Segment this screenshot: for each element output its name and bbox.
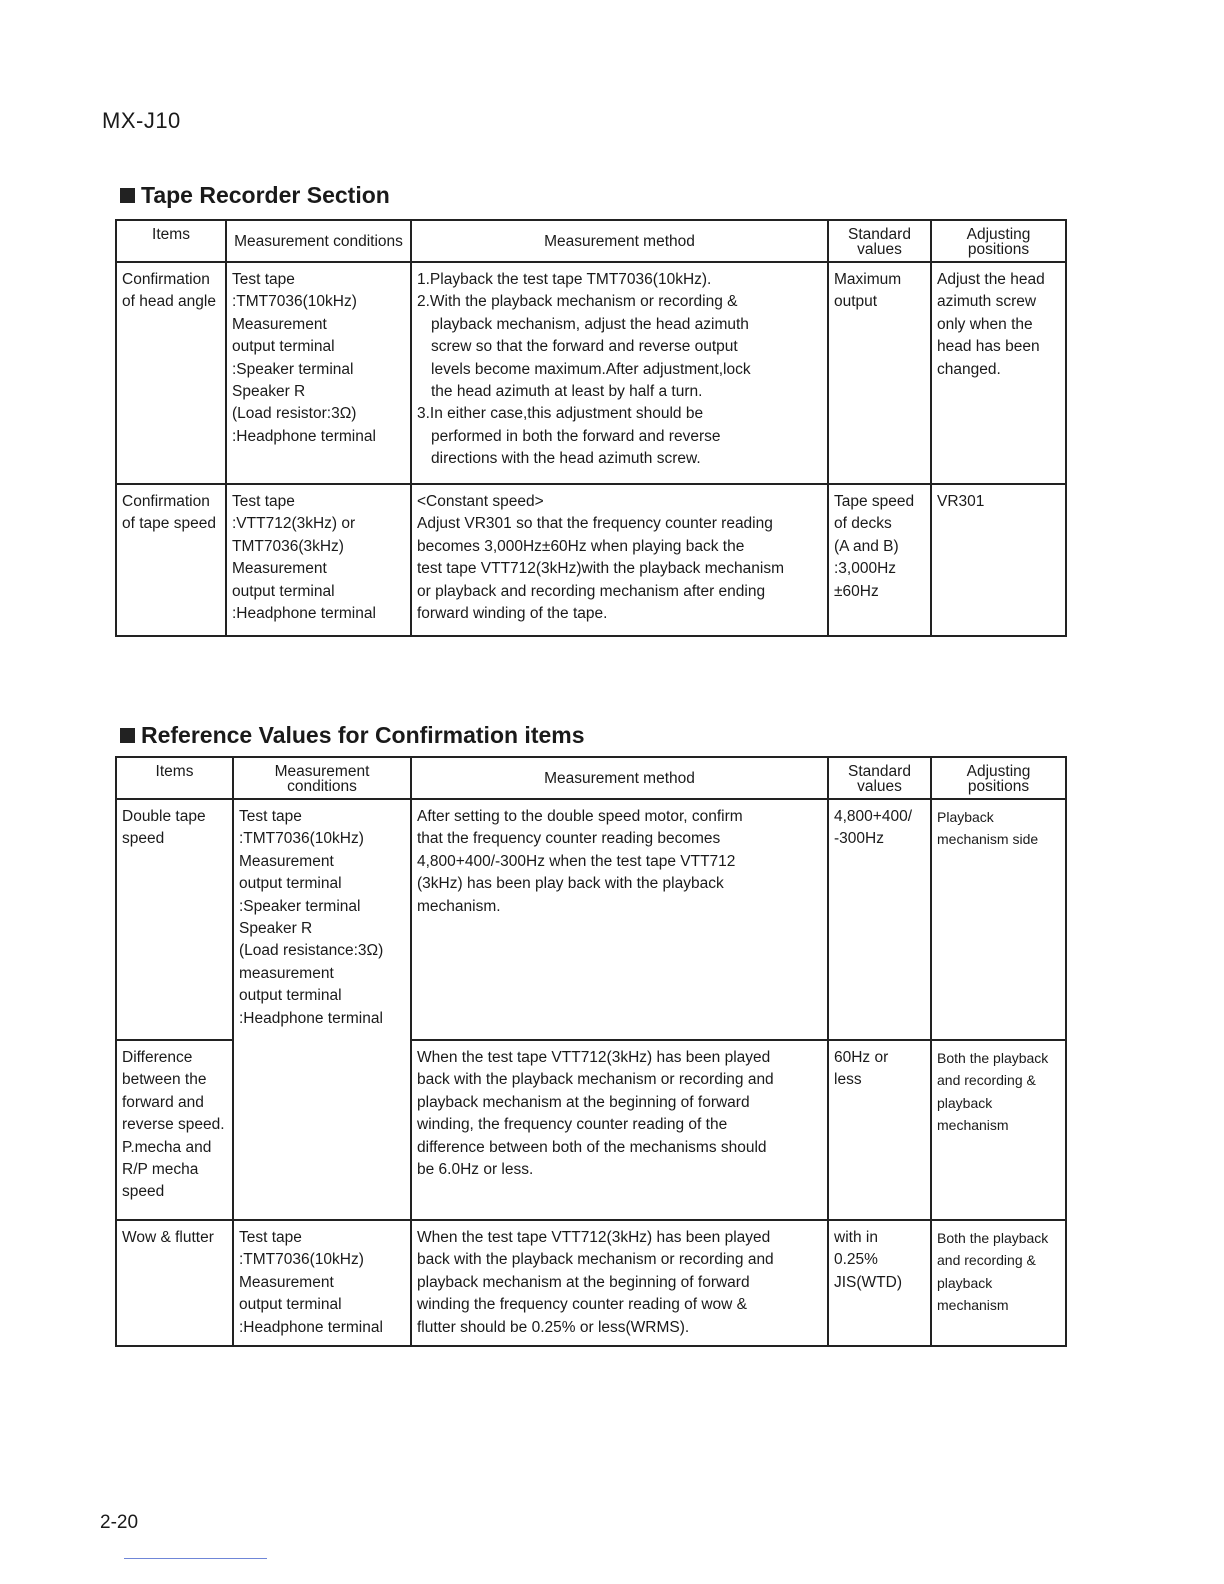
cell-line: -300Hz — [834, 830, 884, 848]
header-standard: Standard values — [828, 220, 931, 262]
cell-line: Playback — [937, 809, 994, 825]
square-bullet-icon — [120, 188, 135, 203]
cell-line: P.mecha and — [122, 1138, 212, 1156]
cell-line: winding, the frequency counter reading of the — [417, 1116, 728, 1134]
cell-line: output terminal — [239, 875, 342, 893]
cell-line: playback — [937, 1094, 993, 1111]
cell-line: When the test tape VTT712(3kHz) has been played — [417, 1229, 771, 1246]
cell-line: <Constant speed> — [417, 493, 544, 510]
cell-line: screw so that the forward and reverse output — [431, 338, 738, 356]
cell-line: mechanism. — [417, 897, 501, 915]
header-items: Items — [116, 757, 233, 799]
cell-line: ±60Hz — [834, 582, 879, 600]
adjusting-cell — [931, 484, 1066, 636]
cell-line: Measurement — [232, 560, 327, 578]
section-title-text: Tape Recorder Section — [141, 182, 390, 208]
header-standard: Standard values — [828, 757, 931, 799]
cell-line: Adjust VR301 so that the frequency counter reading — [417, 515, 773, 533]
cell-line: output terminal — [239, 1296, 342, 1314]
method-cell — [411, 1220, 828, 1346]
cell-line: becomes 3,000Hz±60Hz when playing back the — [417, 537, 745, 555]
cell-line: and recording & — [937, 1252, 1036, 1269]
cell-line: directions with the head azimuth screw. — [431, 450, 701, 468]
cell-line: Measurement — [232, 315, 327, 333]
cell-line: 3.In either case,this adjustment should be — [417, 405, 704, 423]
cell-line: (A and B) — [834, 537, 899, 555]
cell-line: Speaker R — [232, 383, 306, 401]
cell-line: output terminal — [232, 338, 335, 356]
cell-line: :VTT712(3kHz) or — [232, 515, 356, 533]
cell-line: winding the frequency counter reading of wow & — [417, 1296, 748, 1314]
table-row — [116, 484, 1066, 636]
standard-cell — [828, 484, 931, 636]
cell-line: Test tape — [232, 493, 295, 510]
cell-line: performed in both the forward and reverse — [431, 427, 721, 445]
item-cell — [116, 1220, 233, 1346]
cell-line: forward and — [122, 1093, 204, 1111]
square-bullet-icon — [120, 728, 135, 743]
cell-line: and recording & — [937, 1072, 1036, 1089]
cell-line: Double tape — [122, 808, 206, 825]
page-number: 2-20 — [100, 1512, 139, 1533]
cell-line: forward winding of the tape. — [417, 605, 608, 623]
method-cell — [411, 1040, 828, 1220]
cell-line: between the — [122, 1071, 207, 1089]
cell-line: speed — [122, 1183, 165, 1201]
cell-line: Test tape — [232, 271, 295, 288]
cell-line: 4,800+400/ — [834, 808, 913, 825]
standard-cell — [828, 1220, 931, 1346]
section-title-reference-values — [120, 722, 585, 749]
cell-line: R/P mecha — [122, 1161, 199, 1179]
adjusting-cell — [931, 1040, 1066, 1220]
table-header-row — [116, 757, 1066, 799]
item-cell — [116, 262, 226, 484]
cell-line: or playback and recording mechanism after ending — [417, 582, 766, 600]
cell-line: Confirmation — [122, 271, 210, 288]
cell-line: :3,000Hz — [834, 560, 897, 578]
method-cell — [411, 484, 828, 636]
table-row — [116, 262, 1066, 484]
cell-line: :Speaker terminal — [232, 360, 354, 378]
cell-line: changed. — [937, 360, 1001, 378]
cell-line: test tape VTT712(3kHz)with the playback mechanism — [417, 560, 784, 578]
cell-line: playback mechanism, adjust the head azimuth — [431, 315, 749, 333]
conditions-cell — [233, 1220, 411, 1346]
reference-values-table — [115, 756, 1067, 1347]
tape-recorder-table — [115, 219, 1067, 637]
method-cell — [411, 262, 828, 484]
cell-line: After setting to the double speed motor, confirm — [417, 808, 743, 825]
cell-line: mechanism side — [937, 831, 1039, 848]
cell-line: Both the playback — [937, 1050, 1049, 1066]
cell-line: :TMT7036(10kHz) — [232, 293, 357, 311]
cell-line: 0.25% — [834, 1251, 878, 1269]
table-row — [116, 1220, 1066, 1346]
cell-line: Speaker R — [239, 920, 313, 938]
cell-line: with in — [834, 1229, 878, 1246]
cell-line: of decks — [834, 515, 892, 533]
cell-line: speed — [122, 830, 165, 848]
header-conditions: Measurement conditions — [226, 220, 411, 262]
cell-line: :Headphone terminal — [239, 1318, 383, 1336]
cell-line: Adjust the head — [937, 271, 1045, 288]
cell-line: less — [834, 1071, 862, 1089]
header-method: Measurement method — [411, 220, 828, 262]
cell-line: Measurement — [239, 1273, 334, 1291]
adjusting-cell — [931, 799, 1066, 1040]
cell-line: VR301 — [937, 493, 985, 510]
cell-line: Test tape — [239, 1229, 302, 1246]
header-method: Measurement method — [411, 757, 828, 799]
cell-line: Measurement — [239, 852, 334, 870]
cell-line: (3kHz) has been play back with the playback — [417, 875, 724, 893]
cell-line: Maximum — [834, 271, 902, 288]
item-cell — [116, 799, 233, 1040]
cell-line: mechanism — [937, 1297, 1009, 1314]
cell-line: :Headphone terminal — [232, 605, 376, 623]
cell-line: :Headphone terminal — [239, 1009, 383, 1027]
cell-line: that the frequency counter reading becomes — [417, 830, 721, 848]
cell-line: Both the playback — [937, 1230, 1049, 1246]
cell-line: back with the playback mechanism or recording and — [417, 1071, 774, 1089]
standard-cell — [828, 799, 931, 1040]
adjusting-cell — [931, 1220, 1066, 1346]
cell-line: mechanism — [937, 1117, 1009, 1134]
cell-line: :TMT7036(10kHz) — [239, 830, 364, 848]
cell-line: Confirmation — [122, 493, 210, 510]
header-items: Items — [116, 220, 226, 262]
cell-line: 1.Playback the test tape TMT7036(10kHz). — [417, 271, 712, 288]
conditions-cell — [226, 262, 411, 484]
cell-line: measurement — [239, 964, 334, 982]
cell-line: (Load resistor:3Ω) — [232, 405, 357, 423]
cell-line: reverse speed. — [122, 1116, 225, 1134]
cell-line: levels become maximum.After adjustment,lock — [431, 360, 751, 378]
cell-line: playback mechanism at the beginning of forward — [417, 1093, 750, 1111]
section-title-tape-recorder — [120, 182, 390, 209]
cell-line: back with the playback mechanism or recording and — [417, 1251, 774, 1269]
cell-line: :Speaker terminal — [239, 897, 361, 915]
cell-line: output terminal — [232, 582, 335, 600]
cell-line: difference between both of the mechanisms should — [417, 1138, 767, 1156]
section-title-text: Reference Values for Confirmation items — [141, 722, 585, 748]
cell-line: JIS(WTD) — [834, 1273, 903, 1291]
item-cell — [116, 1040, 233, 1220]
cell-line: playback — [937, 1274, 993, 1291]
table-header-row — [116, 220, 1066, 262]
method-cell — [411, 799, 828, 1040]
standard-cell — [828, 1040, 931, 1220]
cell-line: Difference — [122, 1049, 193, 1066]
header-conditions: Measurement conditions — [233, 757, 411, 799]
cell-line: be 6.0Hz or less. — [417, 1161, 534, 1179]
cell-line: TMT7036(3kHz) — [232, 537, 344, 555]
footer-rule — [124, 1558, 267, 1559]
cell-line: head has been — [937, 338, 1040, 356]
cell-line: Test tape — [239, 808, 302, 825]
cell-line: azimuth screw — [937, 293, 1037, 311]
cell-line: output terminal — [239, 987, 342, 1005]
conditions-cell — [233, 799, 411, 1220]
cell-line: 60Hz or — [834, 1049, 889, 1066]
conditions-cell — [226, 484, 411, 636]
standard-cell — [828, 262, 931, 484]
cell-line: When the test tape VTT712(3kHz) has been played — [417, 1049, 771, 1066]
cell-line: :TMT7036(10kHz) — [239, 1251, 364, 1269]
adjusting-cell — [931, 262, 1066, 484]
cell-line: (Load resistance:3Ω) — [239, 942, 384, 960]
cell-line: the head azimuth at least by half a turn. — [431, 383, 703, 401]
cell-line: only when the — [937, 315, 1033, 333]
model-number: MX-J10 — [102, 108, 181, 133]
cell-line: :Headphone terminal — [232, 427, 376, 445]
header-adjusting: Adjusting positions — [931, 220, 1066, 262]
header-adjusting: Adjusting positions — [931, 757, 1066, 799]
cell-line: Wow & flutter — [122, 1229, 214, 1246]
cell-line: 2.With the playback mechanism or recording & — [417, 293, 738, 311]
cell-line: output — [834, 293, 878, 311]
cell-line: 4,800+400/-300Hz when the test tape VTT712 — [417, 852, 736, 870]
cell-line: flutter should be 0.25% or less(WRMS). — [417, 1318, 690, 1336]
cell-line: of tape speed — [122, 515, 216, 533]
cell-line: of head angle — [122, 293, 216, 311]
cell-line: playback mechanism at the beginning of forward — [417, 1273, 750, 1291]
item-cell — [116, 484, 226, 636]
cell-line: Tape speed — [834, 493, 915, 510]
table-row — [116, 799, 1066, 1040]
